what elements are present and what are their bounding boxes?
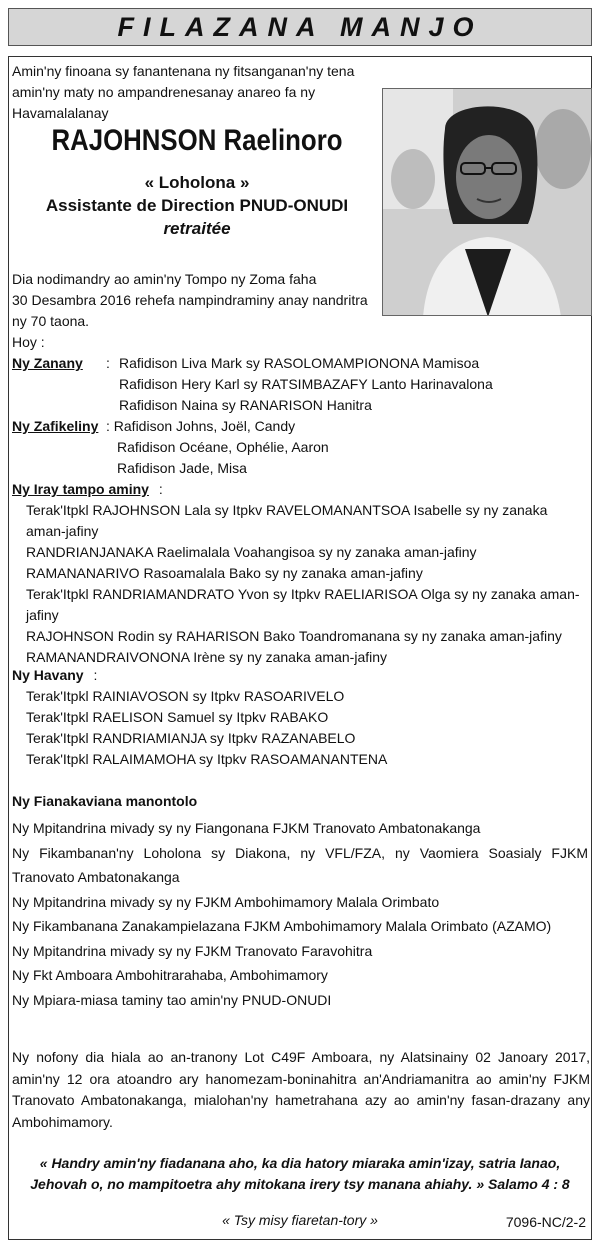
reference-code: 7096-NC/2-2: [505, 1214, 586, 1230]
death-notice-line: 30 Desambra 2016 rehefa nampindraminy anay nandritra: [12, 292, 368, 308]
deceased-name: RAJOHNSON Raelinoro: [51, 124, 343, 157]
iray-tampo-heading: [12, 479, 163, 500]
list-item: Terak'Itpkl RAJOHNSON Lala sy Itpkv RAVELOMANANTSOA Isabelle sy ny zanaka: [26, 502, 548, 518]
list-item: Ny Mpiara-miasa taminy tao amin'ny PNUD-ONUDI: [12, 991, 332, 1008]
zanany-list: [119, 353, 493, 416]
list-item: RAMANANARIVO Rasoamalala Bako sy ny zanaka aman-jafiny: [26, 565, 423, 581]
header-title: FILAZANA MANJO: [117, 11, 483, 42]
deceased-role: Assistante de Direction PNUD-ONUDI: [45, 196, 349, 215]
zafikeliny-label: Ny Zafikeliny: [12, 418, 99, 434]
list-item: Ny Fkt Amboara Ambohitrarahaba, Ambohimamory: [12, 967, 328, 983]
death-notice-line: ny 70 taona.: [12, 313, 90, 329]
bible-quote-line-1: « Handry amin'ny fiadanana aho, ka dia hatory miaraka amin'izay, satria Ianao,: [39, 1155, 561, 1171]
footer-note: « Tsy misy fiaretan-tory »: [222, 1212, 378, 1228]
list-item: : Rafidison Johns, Joël, Candy: [106, 418, 296, 434]
fianakaviana-label: Ny Fianakaviana manontolo: [12, 793, 198, 809]
intro-text: Amin'ny finoana sy fanantenana ny fitsanganan'ny tena amin'ny maty no ampandrenesanay anareo fa ny Havamalalanay: [12, 63, 355, 121]
list-item: RANDRIANJANAKA Raelimalala Voahangisoa sy ny zanaka aman-jafiny: [26, 544, 477, 560]
list-item: Tranovato Ambatonakanga: [12, 869, 180, 885]
list-item: Rafidison Jade, Misa: [117, 460, 247, 476]
havany-label: Ny Havany: [12, 667, 84, 683]
fianakaviana-list: [12, 816, 588, 1012]
list-item: Ny Fikambanan'ny Loholona sy Diakona, ny VFL/FZA, ny Vaomiera Soasialy FJKM: [12, 844, 588, 861]
zafikeliny-list: [106, 416, 329, 479]
list-item: Ny Mpitandrina mivady sy ny FJKM Ambohimamory Malala Orimbato: [12, 893, 440, 910]
list-item: Terak'Itpkl RAINIAVOSON sy Itpkv RASOARIVELO: [26, 688, 345, 704]
iray-tampo-list: [26, 500, 588, 668]
iray-tampo-colon: :: [158, 481, 163, 497]
havany-list: [26, 686, 387, 770]
list-item: Ny Mpitandrina mivady sy ny FJKM Tranovato Faravohitra: [12, 942, 373, 959]
zanany-label: Ny Zanany: [12, 355, 83, 371]
hoy-label: Hoy :: [12, 334, 45, 350]
deceased-status: retraitée: [163, 219, 231, 238]
havany-heading: [12, 665, 97, 686]
list-item: Rafidison Hery Karl sy RATSIMBAZAFY Lanto Harinavalona: [119, 376, 493, 392]
death-notice: [12, 269, 378, 332]
list-item: Terak'Itpkl RAELISON Samuel sy Itpkv RABAKO: [26, 709, 329, 725]
iray-tampo-label: Ny Iray tampo aminy: [12, 481, 149, 497]
list-item: jafiny: [26, 607, 59, 623]
list-item: Ny Mpitandrina mivady sy ny Fiangonana FJKM Tranovato Ambatonakanga: [12, 820, 481, 836]
list-item: Rafidison Naina sy RANARISON Hanitra: [119, 397, 372, 413]
list-item: Rafidison Océane, Ophélie, Aaron: [117, 439, 329, 455]
portrait-photo-icon: [383, 89, 592, 316]
list-item: Terak'Itpkl RALAIMAMOHA sy Itpkv RASOAMANANTENA: [26, 751, 388, 767]
death-notice-line: Dia nodimandry ao amin'ny Tompo ny Zoma faha: [12, 271, 317, 287]
funeral-text: Ny nofony dia hiala ao an-tranony Lot C49F Amboara, ny Alatsinainy 02 Janoary 2017, amin'ny 12 ora atoandro ary hanomezam-boninahitra an'Andriamanitra ao amin'ny FJKM Tranovato Ambatonakanga, mialohan'ny hametrahana azy ao amin'ny fasan-drazany any Ambohimamory.: [12, 1049, 590, 1130]
zanany-colon: :: [106, 355, 110, 371]
bible-quote-line-2: Jehovah o, no mampitoetra ahy mitokana irery tsy manana ahiahy. » Salamo 4 : 8: [30, 1176, 570, 1192]
list-item: aman-jafiny: [26, 523, 99, 539]
havany-colon: :: [93, 667, 98, 683]
list-item: Ny Fikambanana Zanakampielazana FJKM Ambohimamory Malala Orimbato (AZAMO): [12, 918, 552, 934]
notice-header: [8, 8, 592, 46]
list-item: Terak'Itpkl RANDRIAMIANJA sy Itpkv RAZANABELO: [26, 730, 356, 746]
list-item: RAJOHNSON Rodin sy RAHARISON Bako Toandromanana sy ny zanaka aman-jafiny: [26, 628, 562, 644]
portrait-photo: [382, 88, 592, 316]
list-item: Terak'Itpkl RANDRIAMANDRATO Yvon sy Itpkv RAELIARISOA Olga sy ny zanaka aman-: [26, 586, 580, 602]
list-item: RAMANANDRAIVONONA Irène sy ny zanaka aman-jafiny: [26, 649, 388, 665]
list-item: Rafidison Liva Mark sy RASOLOMAMPIONONA Mamisoa: [119, 355, 480, 371]
deceased-title: « Loholona »: [144, 173, 250, 192]
